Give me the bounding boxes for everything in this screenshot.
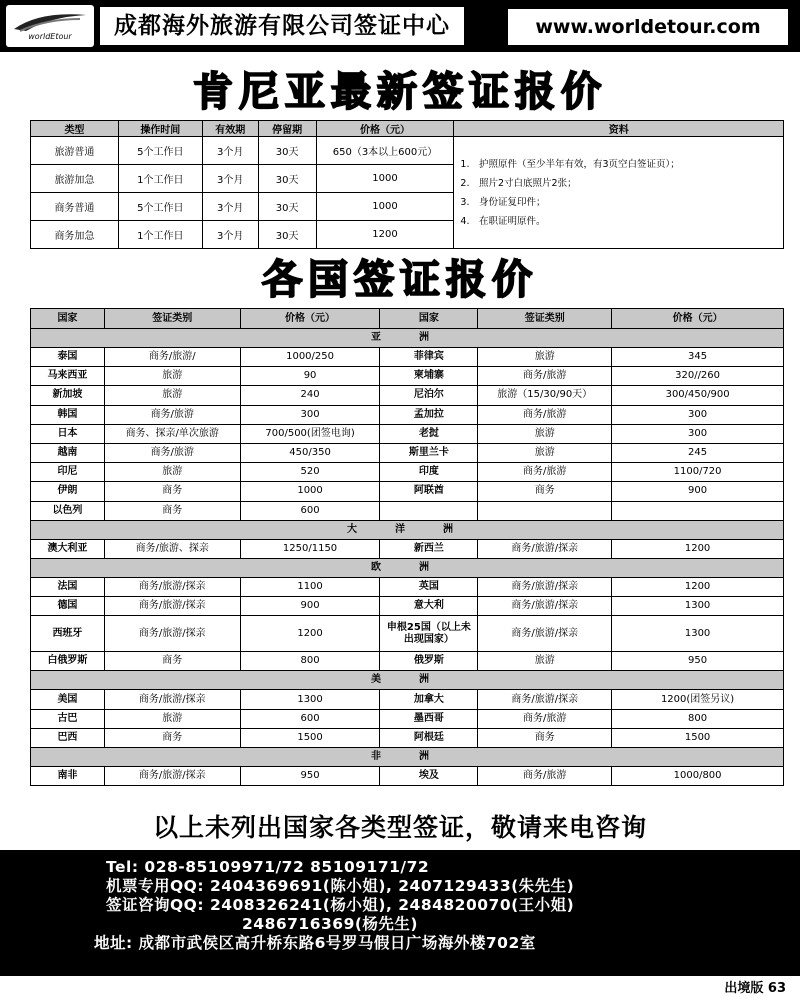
- price: 1200: [240, 616, 380, 652]
- col-header-processing-time: 操作时间: [118, 121, 202, 137]
- price: 700/500(团签电询): [240, 424, 380, 443]
- col-header-materials: 资料: [454, 121, 784, 137]
- table-cell: 650（3本以上600元）: [316, 137, 454, 165]
- table-row: [31, 482, 784, 501]
- country-name: 阿根廷: [380, 728, 478, 747]
- table-row: [31, 367, 784, 386]
- country-name: 伊朗: [31, 482, 105, 501]
- visa-type: 旅游: [478, 652, 612, 671]
- country-name: 英国: [380, 577, 478, 596]
- price: 520: [240, 463, 380, 482]
- price: 345: [612, 348, 784, 367]
- required-materials: [454, 137, 784, 249]
- country-name: 西班牙: [31, 616, 105, 652]
- table-row: [31, 616, 784, 652]
- table-row: [31, 539, 784, 558]
- col-header-validity: 有效期: [202, 121, 258, 137]
- price: 800: [240, 652, 380, 671]
- visa-type: 商务/旅游: [478, 405, 612, 424]
- visa-type: 商务/旅游: [104, 443, 240, 462]
- price: 1200(团签另议): [612, 690, 784, 709]
- col-header-stay: 停留期: [258, 121, 316, 137]
- country-name: 美国: [31, 690, 105, 709]
- price: 1300: [612, 616, 784, 652]
- table-cell: 商务加急: [31, 221, 119, 249]
- table-cell: 1个工作日: [118, 221, 202, 249]
- col-header-visa-type: 签证类别: [104, 309, 240, 329]
- col-header-type: 类型: [31, 121, 119, 137]
- country-name: 越南: [31, 443, 105, 462]
- price: 900: [612, 482, 784, 501]
- visa-type: 商务/旅游/探亲: [104, 577, 240, 596]
- table-row: [31, 690, 784, 709]
- company-title: 成都海外旅游有限公司签证中心: [100, 7, 464, 45]
- price: 1000/250: [240, 348, 380, 367]
- visa-type: 旅游: [104, 709, 240, 728]
- table-row: [31, 137, 784, 165]
- table-cell: 5个工作日: [118, 137, 202, 165]
- visa-type: 旅游（15/30/90天）: [478, 386, 612, 405]
- page-header: [0, 0, 800, 52]
- country-name: 菲律宾: [380, 348, 478, 367]
- table-row: [31, 709, 784, 728]
- country-name: 俄罗斯: [380, 652, 478, 671]
- price: 1500: [240, 728, 380, 747]
- visa-type: 商务/旅游/探亲: [104, 690, 240, 709]
- table-cell: 3个月: [202, 221, 258, 249]
- country-name: 阿联酋: [380, 482, 478, 501]
- flight-qq: 机票专用QQ: 2404369691(陈小姐), 2407129433(朱先生): [106, 877, 575, 895]
- kenya-table-header: [31, 121, 784, 137]
- col-header-country: 国家: [31, 309, 105, 329]
- country-name: 印尼: [31, 463, 105, 482]
- country-name: 加拿大: [380, 690, 478, 709]
- country-name: 古巴: [31, 709, 105, 728]
- country-name: 埃及: [380, 767, 478, 786]
- table-cell: 旅游加急: [31, 165, 119, 193]
- region-row-america: [31, 671, 784, 690]
- table-row: [31, 501, 784, 520]
- price: 245: [612, 443, 784, 462]
- visa-type: 商务/旅游/探亲: [478, 616, 612, 652]
- world-table-header: [31, 309, 784, 329]
- table-cell: 3个月: [202, 165, 258, 193]
- price: 950: [612, 652, 784, 671]
- table-cell: 商务普通: [31, 193, 119, 221]
- country-name: 以色列: [31, 501, 105, 520]
- page-number: 出境版 63: [724, 981, 786, 996]
- visa-type: [478, 501, 612, 520]
- visa-type: 商务/旅游: [478, 367, 612, 386]
- price: 300/450/900: [612, 386, 784, 405]
- region-label: 欧 洲: [31, 558, 784, 577]
- price: 1100/720: [612, 463, 784, 482]
- visa-type: 旅游: [104, 386, 240, 405]
- table-cell: 1200: [316, 221, 454, 249]
- country-name: 新西兰: [380, 539, 478, 558]
- table-cell: 30天: [258, 165, 316, 193]
- visa-type: 商务/旅游/探亲: [104, 597, 240, 616]
- region-row-africa: [31, 748, 784, 767]
- contact-info: [0, 850, 800, 976]
- price: 300: [240, 405, 380, 424]
- price: 800: [612, 709, 784, 728]
- table-cell: 3个月: [202, 137, 258, 165]
- visa-type: 商务/旅游/探亲: [104, 767, 240, 786]
- country-name: 新加坡: [31, 386, 105, 405]
- country-name: [380, 501, 478, 520]
- table-row: [31, 405, 784, 424]
- table-row: [31, 424, 784, 443]
- region-label: 非 洲: [31, 748, 784, 767]
- visa-type: 商务: [478, 728, 612, 747]
- kenya-visa-table: [30, 120, 784, 249]
- visa-type: 旅游: [104, 463, 240, 482]
- logo-text: worldEtour: [28, 32, 72, 41]
- visa-type: 商务: [104, 482, 240, 501]
- region-row-oceania: [31, 520, 784, 539]
- visa-type: 旅游: [478, 424, 612, 443]
- price: 90: [240, 367, 380, 386]
- world-visa-table: [30, 308, 784, 786]
- price: 240: [240, 386, 380, 405]
- country-name: 马来西亚: [31, 367, 105, 386]
- price: 1250/1150: [240, 539, 380, 558]
- material-item: 1. 护照原件（至少半年有效，有3页空白签证页）；: [460, 158, 680, 170]
- table-row: [31, 577, 784, 596]
- visa-type: 商务/旅游/探亲: [478, 690, 612, 709]
- visa-type: 商务/旅游: [478, 709, 612, 728]
- price: 950: [240, 767, 380, 786]
- country-name: 德国: [31, 597, 105, 616]
- visa-type: 旅游: [478, 443, 612, 462]
- material-item: 2. 照片2寸白底照片2张；: [460, 177, 577, 189]
- region-label: 亚 洲: [31, 329, 784, 348]
- inquiry-note: 以上未列出国家各类型签证，敬请来电咨询: [152, 813, 647, 842]
- price: 320//260: [612, 367, 784, 386]
- table-row: [31, 348, 784, 367]
- website-url: www.worldetour.com: [508, 9, 788, 45]
- price: 300: [612, 405, 784, 424]
- world-visa-title: 各国签证报价: [262, 257, 538, 303]
- visa-type: 商务/旅游: [478, 767, 612, 786]
- material-item: 4. 在职证明原件。: [460, 215, 546, 227]
- country-name: 澳大利亚: [31, 539, 105, 558]
- table-cell: 30天: [258, 137, 316, 165]
- visa-qq: 签证咨询QQ: 2408326241(杨小姐), 2484820070(王小姐): [106, 896, 575, 914]
- price: 1300: [612, 597, 784, 616]
- visa-type: 旅游: [478, 348, 612, 367]
- visa-type: 商务/旅游: [478, 463, 612, 482]
- visa-type: 商务、探亲/单次旅游: [104, 424, 240, 443]
- col-header-price: 价格（元）: [612, 309, 784, 329]
- visa-type: 商务/旅游/探亲: [478, 539, 612, 558]
- kenya-visa-title: 肯尼亚最新签证报价: [193, 69, 607, 115]
- price: 450/350: [240, 443, 380, 462]
- table-row: [31, 443, 784, 462]
- country-name: 柬埔寨: [380, 367, 478, 386]
- table-row: [31, 652, 784, 671]
- country-name: 申根25国（以上未出现国家）: [380, 616, 478, 652]
- price: 1100: [240, 577, 380, 596]
- table-row: [31, 597, 784, 616]
- col-header-visa-type: 签证类别: [478, 309, 612, 329]
- table-row: [31, 728, 784, 747]
- table-row: [31, 463, 784, 482]
- visa-type: 商务: [104, 728, 240, 747]
- country-name: 印度: [380, 463, 478, 482]
- country-name: 意大利: [380, 597, 478, 616]
- visa-type: 旅游: [104, 367, 240, 386]
- region-label: 美 洲: [31, 671, 784, 690]
- material-item: 3. 身份证复印件；: [460, 196, 546, 208]
- table-cell: 1000: [316, 165, 454, 193]
- table-cell: 30天: [258, 193, 316, 221]
- visa-type: 商务/旅游/: [104, 348, 240, 367]
- country-name: 韩国: [31, 405, 105, 424]
- visa-type: 商务: [478, 482, 612, 501]
- table-cell: 5个工作日: [118, 193, 202, 221]
- price: 1200: [612, 539, 784, 558]
- table-cell: 3个月: [202, 193, 258, 221]
- visa-type: 商务/旅游、探亲: [104, 539, 240, 558]
- visa-type: 商务/旅游/探亲: [104, 616, 240, 652]
- table-cell: 1个工作日: [118, 165, 202, 193]
- col-header-price: 价格（元）: [240, 309, 380, 329]
- address: 地址: 成都市武侯区高升桥东路6号罗马假日广场海外楼702室: [94, 934, 536, 952]
- visa-qq-extra: 2486716369(杨先生): [242, 915, 419, 933]
- country-name: 法国: [31, 577, 105, 596]
- table-cell: 旅游普通: [31, 137, 119, 165]
- country-name: 巴西: [31, 728, 105, 747]
- price: [612, 501, 784, 520]
- price: 900: [240, 597, 380, 616]
- price: 1300: [240, 690, 380, 709]
- price: 1000/800: [612, 767, 784, 786]
- country-name: 泰国: [31, 348, 105, 367]
- region-label: 大 洋 洲: [31, 520, 784, 539]
- country-name: 白俄罗斯: [31, 652, 105, 671]
- company-logo: [6, 5, 94, 47]
- country-name: 日本: [31, 424, 105, 443]
- country-name: 老挝: [380, 424, 478, 443]
- region-row-europe: [31, 558, 784, 577]
- price: 1000: [240, 482, 380, 501]
- table-cell: 1000: [316, 193, 454, 221]
- country-name: 孟加拉: [380, 405, 478, 424]
- country-name: 墨西哥: [380, 709, 478, 728]
- visa-type: 商务/旅游/探亲: [478, 577, 612, 596]
- price: 1500: [612, 728, 784, 747]
- region-row-asia: [31, 329, 784, 348]
- table-cell: 30天: [258, 221, 316, 249]
- price: 600: [240, 501, 380, 520]
- country-name: 尼泊尔: [380, 386, 478, 405]
- col-header-country: 国家: [380, 309, 478, 329]
- telephone: Tel: 028-85109971/72 85109171/72: [106, 858, 430, 876]
- table-row: [31, 767, 784, 786]
- country-name: 南非: [31, 767, 105, 786]
- visa-type: 商务/旅游/探亲: [478, 597, 612, 616]
- visa-type: 商务/旅游: [104, 405, 240, 424]
- price: 600: [240, 709, 380, 728]
- col-header-price: 价格（元）: [316, 121, 454, 137]
- visa-type: 商务: [104, 652, 240, 671]
- price: 300: [612, 424, 784, 443]
- price: 1200: [612, 577, 784, 596]
- country-name: 斯里兰卡: [380, 443, 478, 462]
- visa-type: 商务: [104, 501, 240, 520]
- table-row: [31, 386, 784, 405]
